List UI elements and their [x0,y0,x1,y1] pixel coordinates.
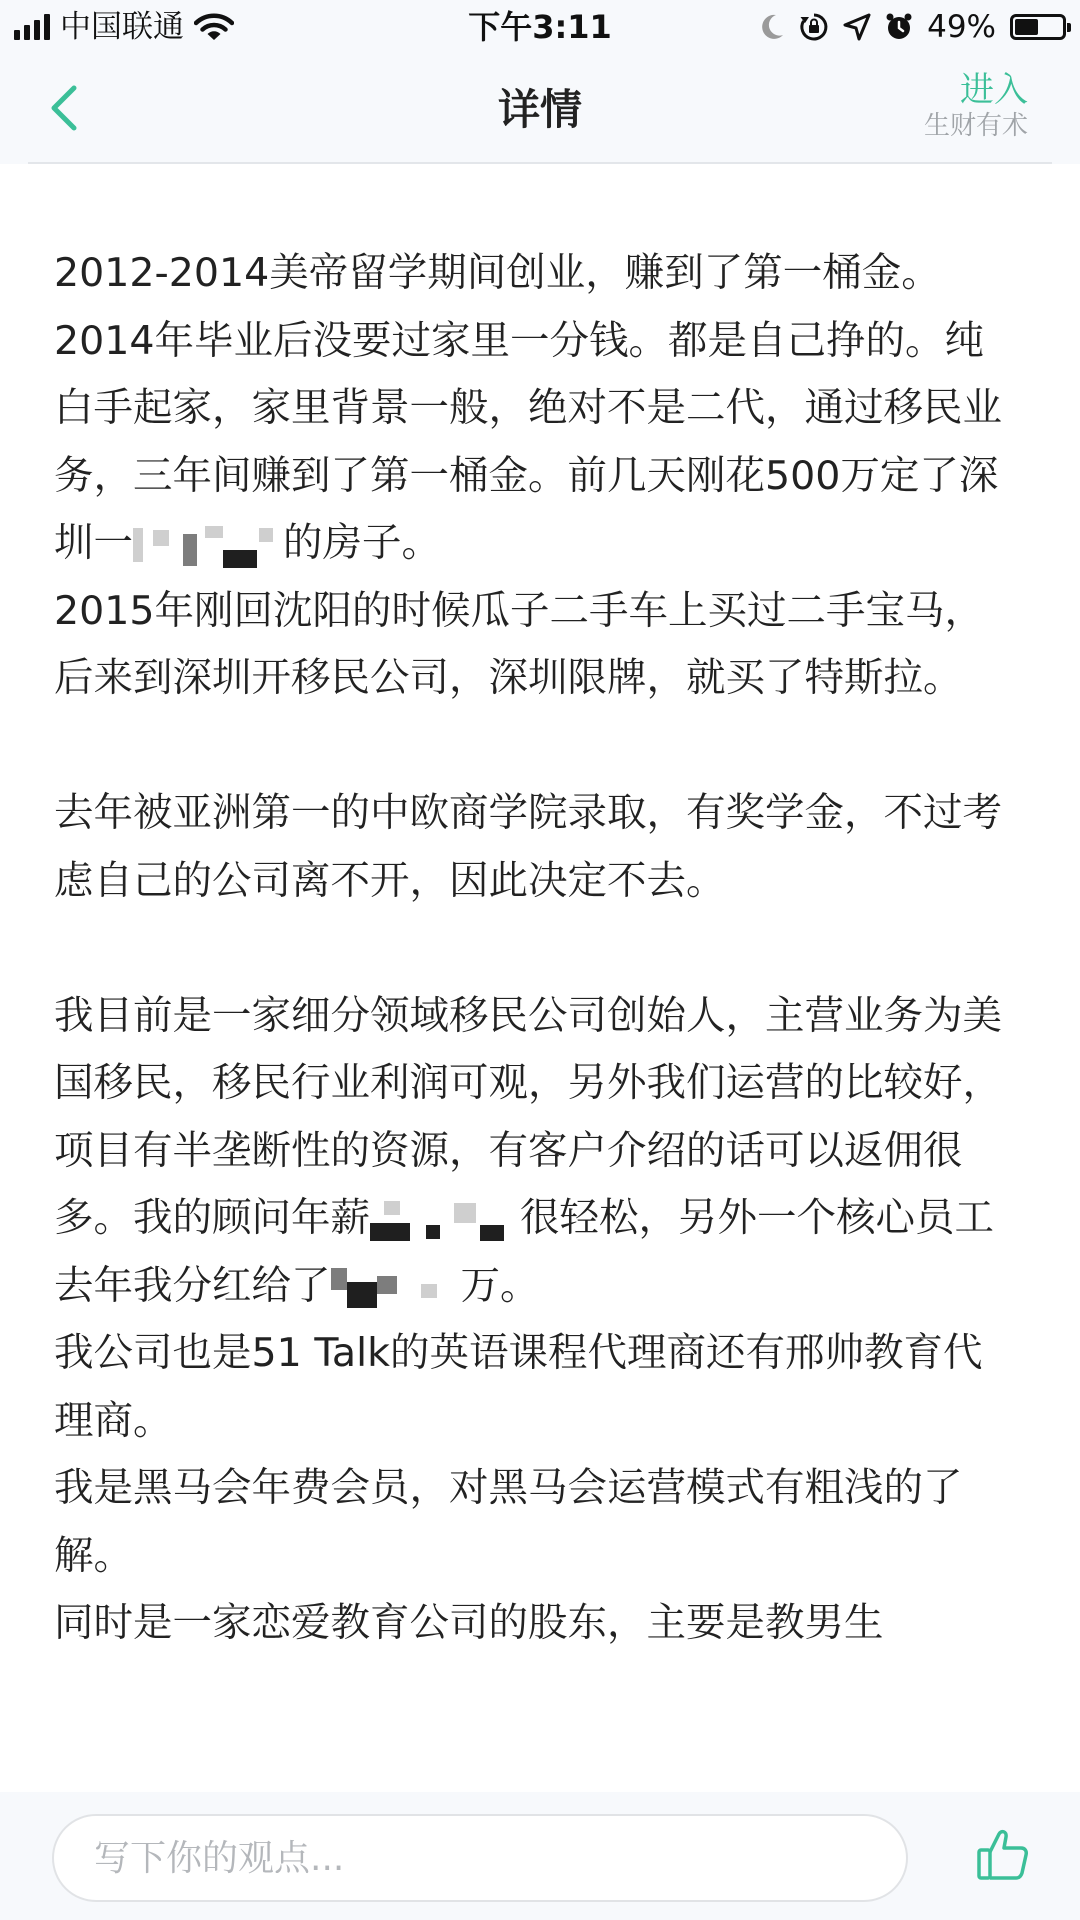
paragraph-spacer [54,713,1014,781]
status-time: 下午3:11 [468,8,612,46]
paragraph-6: 我是黑马会年费会员，对黑马会运营模式有粗浅的了解。 [54,1465,963,1579]
redacted-mosaic [370,1197,520,1245]
page-title: 详情 [497,85,582,134]
paragraph-7: 同时是一家恋爱教育公司的股东，主要是教男生 [54,1600,884,1646]
community-name: 生财有术 [923,111,1028,141]
comment-bar [0,1792,1080,1920]
paragraph-4-text-mid: 很轻松，另外一个核心员工去年我分红给了 [54,1195,994,1309]
nav-divider [28,162,1052,164]
moon-icon [759,13,785,41]
redacted-mosaic [331,1264,461,1312]
paragraph-spacer [54,915,1014,983]
paragraph-2-text: 2015年刚回沈阳的时候瓜子二手车上买过二手宝马，后来到深圳开移民公司，深圳限牌，就买了特斯拉。 [54,587,985,701]
thumbs-up-icon[interactable] [976,1828,1030,1882]
paragraph-3: 去年被亚洲第一的中欧商学院录取，有奖学金，不过考虑自己的公司离不开，因此决定不去。 [54,790,1002,904]
paragraph-4 [54,983,1014,1321]
paragraph-4-text-end: 万。 [460,1262,540,1309]
paragraph-4-text: 我目前是一家细分领域移民公司创始人，主营业务为美国移民，移民行业利润可观，另外我们运营的比较好，项目有半垄断性的资源，有客户介绍的话可以返佣很多。我的顾问年薪 [54,992,1002,1241]
orientation-lock-icon [799,12,829,42]
article-body [54,240,1014,1658]
paragraph-1 [54,240,1014,713]
alarm-icon [885,12,913,42]
location-icon [843,13,871,41]
battery-level-fill [1015,19,1038,35]
battery-percent: 49% [927,9,996,45]
paragraph-5: 我公司也是51 Talk的英语课程代理商还有邢帅教育代理商。 [54,1330,983,1444]
paragraph-1-text-end: 的房子。 [283,520,441,566]
battery-icon [1010,14,1066,40]
comment-input[interactable] [52,1814,908,1902]
status-right [759,8,1066,46]
redacted-mosaic [133,522,283,570]
status-bar [0,0,1080,54]
paragraph-1-text: 2012-2014美帝留学期间创业，赚到了第一桶金。2014年毕业后没要过家里一分钱。都是自己挣的。纯白手起家，家里背景一般，绝对不是二代，通过移民业务，三年间赚到了第一桶金。前几天刚花500万定了深圳一 [54,250,1002,566]
enter-label: 进入 [960,70,1028,110]
nav-bar [0,54,1080,164]
carrier-name: 中国联通 [60,9,184,45]
enter-community-button[interactable] [924,70,1028,142]
